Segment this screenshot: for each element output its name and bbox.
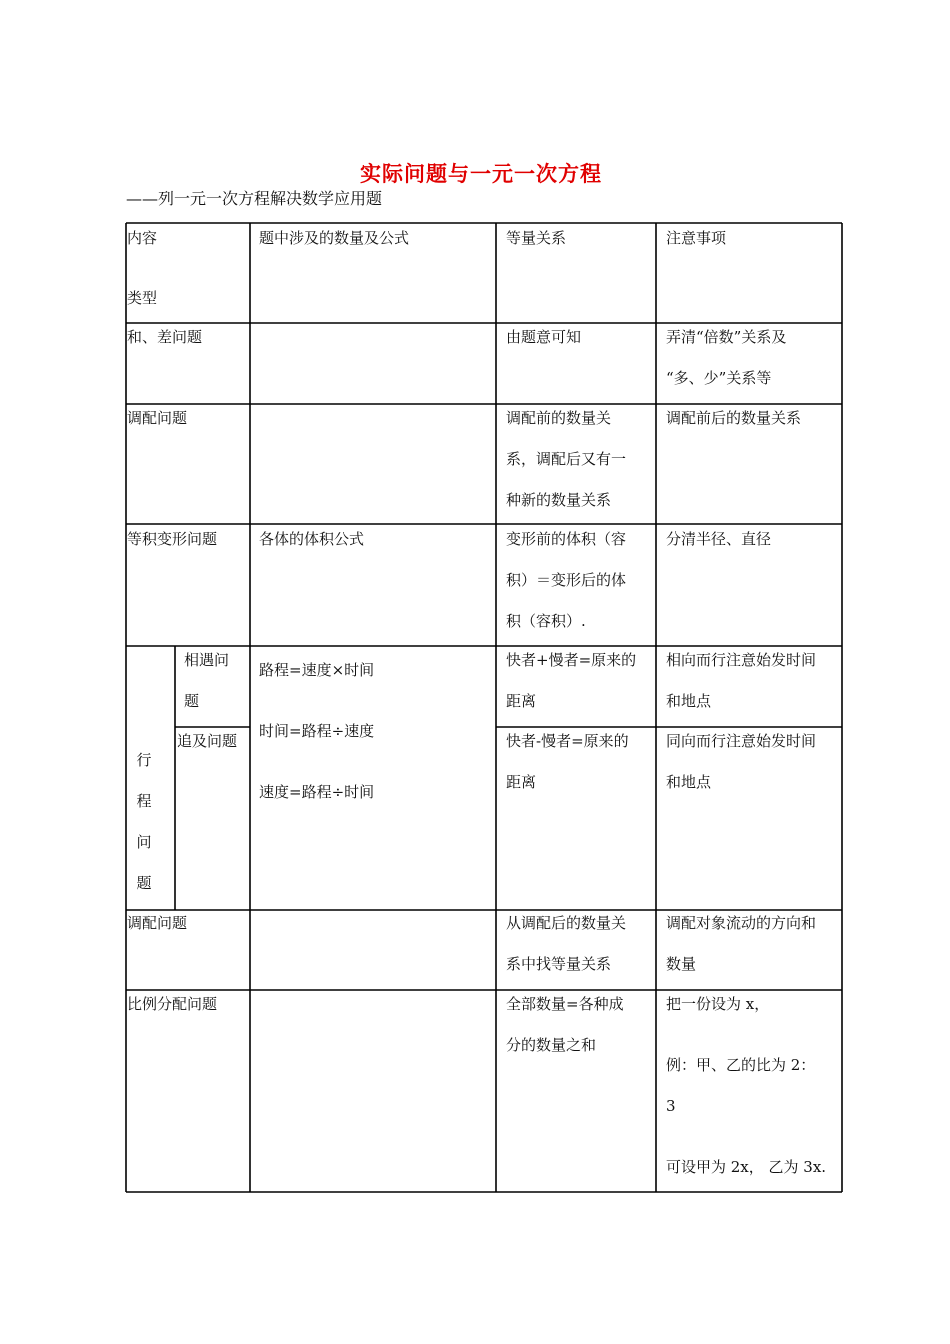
row-allocation2-relation: 从调配后的数量关 系中找等量关系 bbox=[506, 914, 627, 973]
header-formula: 题中涉及的数量及公式 bbox=[259, 229, 410, 247]
row-meeting-notes: 相向而行注意始发时间 和地点 bbox=[666, 651, 817, 710]
document-subtitle: ——列一元一次方程解决数学应用题 bbox=[126, 189, 383, 208]
row-ratio-type: 比例分配问题 bbox=[127, 995, 218, 1013]
row-sum-diff-type: 和、差问题 bbox=[127, 328, 203, 346]
row-volume-relation: 变形前的体积（容 积）＝变形后的体 积（容积）. bbox=[506, 530, 627, 630]
row-ratio-notes: 把一份设为 x， 例：甲、乙的比为 2： 3 可设甲为 2x， 乙为 3x. bbox=[666, 995, 827, 1176]
header-content-label: 内容 bbox=[127, 229, 158, 247]
header-notes: 注意事项 bbox=[666, 229, 727, 247]
header-relation: 等量关系 bbox=[506, 229, 567, 247]
row-sum-diff-notes: 弄清“倍数”关系及 “多、少”关系等 bbox=[666, 328, 787, 387]
row-sum-diff-relation: 由题意可知 bbox=[506, 328, 582, 346]
row-allocation2-notes: 调配对象流动的方向和 数量 bbox=[666, 914, 817, 973]
header-type-label: 类型 bbox=[127, 289, 158, 307]
row-chase-notes: 同向而行注意始发时间 和地点 bbox=[666, 732, 817, 791]
row-chase-type: 追及问题 bbox=[177, 732, 238, 750]
document-title: 实际问题与一元一次方程 bbox=[360, 161, 602, 186]
row-allocation1-type: 调配问题 bbox=[127, 409, 188, 427]
row-meeting-type: 相遇问 题 bbox=[184, 651, 230, 710]
row-volume-notes: 分清半径、直径 bbox=[666, 530, 772, 548]
row-allocation2-type: 调配问题 bbox=[127, 914, 188, 932]
row-allocation1-notes: 调配前后的数量关系 bbox=[666, 409, 802, 427]
row-travel-group-label: 行 程 问 题 bbox=[136, 751, 152, 892]
row-ratio-relation: 全部数量=各种成 分的数量之和 bbox=[506, 995, 624, 1054]
row-chase-relation: 快者-慢者=原来的 距离 bbox=[506, 732, 629, 791]
row-meeting-relation: 快者+慢者=原来的 距离 bbox=[506, 651, 637, 710]
row-allocation1-relation: 调配前的数量关 系，调配后又有一 种新的数量关系 bbox=[506, 409, 627, 509]
row-volume-formula: 各体的体积公式 bbox=[259, 530, 365, 548]
row-volume-type: 等积变形问题 bbox=[127, 530, 218, 548]
row-travel-formulas: 路程=速度×时间 时间=路程÷速度 速度=路程÷时间 bbox=[259, 661, 375, 801]
